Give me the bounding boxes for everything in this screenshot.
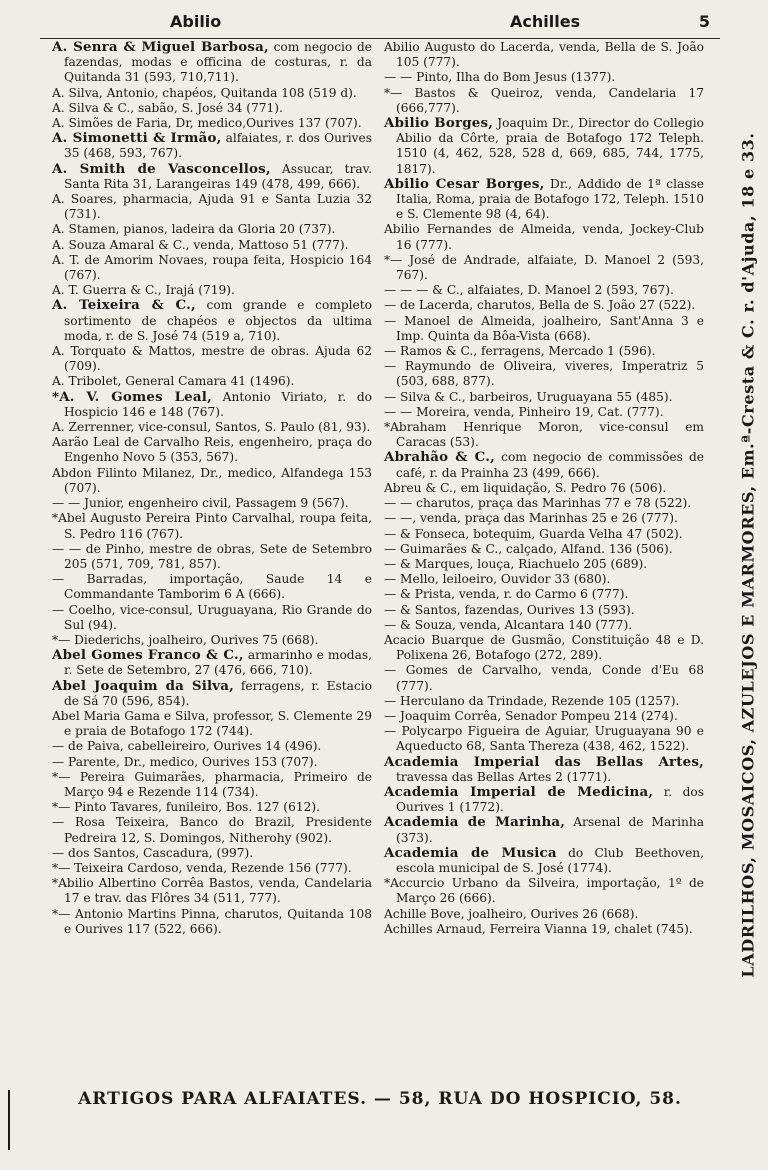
directory-entry [52, 162, 372, 192]
entry-text: A. Souza Amaral & C., venda, Mattoso 51 (777). [52, 237, 349, 252]
directory-entry [52, 907, 372, 937]
directory-entry [52, 344, 372, 374]
entry-text: — Raymundo de Oliveira, viveres, Imperatriz 5 (503, 688, 877). [384, 359, 704, 389]
directory-entry [384, 450, 704, 480]
entry-text: Achilles Arnaud, Ferreira Vianna 19, chalet (745). [384, 921, 693, 936]
directory-entry [384, 724, 704, 754]
entry-heading: A. Teixeira & C., [52, 297, 196, 314]
entry-text: — de Lacerda, charutos, Bella de S. João 27 (522). [384, 298, 696, 313]
directory-entry [384, 815, 704, 845]
entry-text: Abilio Augusto do Lacerda, venda, Bella de S. João 105 (777). [384, 40, 704, 70]
entry-heading: Abel Gomes Franco & C., [52, 647, 244, 664]
directory-entry [384, 253, 704, 283]
entry-heading: A. Simonetti & Irmão, [52, 130, 222, 147]
entry-text: A. Soares, pharmacia, Ajuda 91 e Santa Luzia 32 (731). [52, 192, 372, 222]
directory-entry [52, 861, 372, 876]
directory-entry [52, 648, 372, 678]
directory-entry [384, 496, 704, 511]
directory-entry [52, 815, 372, 845]
directory-entry [52, 86, 372, 101]
directory-entry [384, 481, 704, 496]
entry-text: Abel Maria Gama e Silva, professor, S. Clemente 29 e praia de Botafogo 172 (744). [52, 708, 373, 739]
entry-text: — & Santos, fazendas, Ourives 13 (593). [384, 602, 635, 617]
directory-entry [384, 755, 704, 785]
entry-heading: Abel Joaquim da Silva, [52, 677, 235, 694]
directory-entry [52, 222, 372, 237]
directory-entry [384, 557, 704, 572]
directory-entry [52, 192, 372, 222]
directory-entry [384, 846, 704, 876]
directory-entry [52, 739, 372, 754]
directory-entry [384, 177, 704, 223]
entry-text: — — Pinto, Ilha do Bom Jesus (1377). [384, 70, 616, 85]
page-number: 5 [698, 12, 710, 31]
directory-entry [52, 238, 372, 253]
directory-entry [52, 603, 372, 633]
directory-entry [52, 298, 372, 344]
entry-text: — Silva & C., barbeiros, Uruguayana 55 (485). [384, 389, 673, 404]
entry-text: *— Diederichs, joalheiro, Ourives 75 (668). [52, 632, 319, 647]
directory-entry [52, 511, 372, 541]
directory-entry [384, 222, 704, 252]
entry-text: com negocio de commissões de café, r. da Prainha 23 (499, 666). [396, 450, 704, 480]
entry-text: Arsenal de Marinha (373). [396, 815, 704, 845]
entry-text: travessa das Bellas Artes 2 (1771). [396, 769, 612, 784]
entry-heading: Abilio Borges, [384, 115, 494, 132]
entry-text: com negocio de fazendas, modas e officina de costuras, r. da Quitanda 31 (593, 710,711). [64, 40, 373, 85]
directory-entry [384, 314, 704, 344]
directory-entry [52, 283, 372, 298]
entry-heading: Abilio Cesar Borges, [384, 175, 545, 192]
entry-text: — — Junior, engenheiro civil, Passagem 9 (567). [52, 496, 349, 511]
directory-entry [52, 253, 372, 283]
entry-heading: Academia de Musica [384, 844, 557, 861]
entry-text: — Mello, leiloeiro, Ouvidor 33 (680). [384, 572, 611, 587]
directory-entry [384, 405, 704, 420]
directory-entry [384, 618, 704, 633]
entry-text: — — — & C., alfaiates, D. Manoel 2 (593, 767). [384, 283, 674, 298]
entry-text: Achille Bove, joalheiro, Ourives 26 (668). [384, 906, 639, 921]
entry-text: A. Silva & C., sabão, S. José 34 (771). [52, 100, 283, 115]
directory-entry [384, 390, 704, 405]
directory-entry [52, 116, 372, 131]
entry-text: Joaquim Dr., Director do Collegio Abilio da Côrte, praia de Botafogo 172 Teleph. 1510 (4, 462, 528, 528 d, 669, 685, 744, 1775, 1817). [396, 116, 704, 176]
right-column [384, 40, 704, 937]
directory-entry [384, 527, 704, 542]
directory-entry [384, 572, 704, 587]
directory-entry [52, 40, 372, 86]
directory-entry [52, 770, 372, 800]
entry-heading: Academia de Marinha, [384, 814, 566, 831]
directory-entry [384, 709, 704, 724]
directory-entry [52, 679, 372, 709]
side-advertisement [728, 40, 768, 1070]
directory-entry [52, 496, 372, 511]
entry-text: — Gomes de Carvalho, venda, Conde d'Eu 68 (777). [384, 663, 704, 693]
entry-heading: Academia Imperial das Bellas Artes, [384, 753, 704, 770]
directory-entry [52, 876, 372, 906]
entry-text: A. Zerrenner, vice-consul, Santos, S. Paulo (81, 93). [52, 420, 371, 435]
entry-text: — & Prista, venda, r. do Carmo 6 (777). [384, 587, 629, 602]
directory-entry [384, 603, 704, 618]
entry-text: A. T. de Amorim Novaes, roupa feita, Hospicio 164 (767). [52, 252, 372, 283]
entry-text: — Rosa Teixeira, Banco do Brazil, Presidente Pedreira 12, S. Domingos, Nitherohy (902). [52, 815, 372, 845]
directory-entry [384, 40, 704, 70]
entry-text: — & Fonseca, botequim, Guarda Velha 47 (502). [384, 526, 683, 541]
directory-entry [384, 359, 704, 389]
directory-entry [384, 663, 704, 693]
entry-heading: Academia Imperial de Medicina, [384, 783, 654, 800]
directory-entry [384, 344, 704, 359]
directory-entry [52, 435, 372, 465]
entry-text: — Ramos & C., ferragens, Mercado 1 (596). [384, 344, 656, 359]
directory-entry [52, 131, 372, 161]
directory-entry [52, 466, 372, 496]
entry-text: A. Stamen, pianos, ladeira da Gloria 20 (737). [52, 222, 336, 237]
entry-text: — Polycarpo Figueira de Aguiar, Uruguayana 90 e Aqueducto 68, Santa Thereza (438, 462, 1522). [384, 724, 704, 754]
entry-text: — Guimarães & C., calçado, Alfand. 136 (506). [384, 541, 673, 556]
entry-text: com grande e completo sortimento de chapéos e objectos da ultima moda, r. de S. José 74 (519 a, 710). [64, 298, 372, 343]
entry-text: — Joaquim Corrêa, Senador Pompeu 214 (274). [384, 708, 678, 723]
entry-text: A. Tribolet, General Camara 41 (1496). [52, 374, 295, 389]
entry-text: *Abilio Albertino Corrêa Bastos, venda, Candelaria 17 e trav. das Flôres 34 (511, 777). [52, 876, 372, 906]
entry-text: *— Pereira Guimarães, pharmacia, Primeiro de Março 94 e Rezende 114 (734). [52, 769, 372, 799]
directory-entry [384, 694, 704, 709]
entry-text: — & Souza, venda, Alcantara 140 (777). [384, 617, 633, 632]
entry-text: — Barradas, importação, Saude 14 e Commandante Tamborim 6 A (666). [52, 572, 372, 602]
entry-text: — Herculano da Trindade, Rezende 105 (1257). [384, 693, 680, 708]
directory-entry [384, 420, 704, 450]
directory-entry [384, 587, 704, 602]
entry-text: *Abraham Henrique Moron, vice-consul em Caracas (53). [384, 420, 704, 450]
entry-text: — — charutos, praça das Marinhas 77 e 78 (522). [384, 496, 692, 511]
running-header [40, 8, 720, 39]
entry-text: ferragens, r. Estacio de Sá 70 (596, 854). [64, 678, 372, 708]
directory-entry [52, 846, 372, 861]
directory-entry [384, 922, 704, 937]
entry-text: Abdon Filinto Milanez, Dr., medico, Alfandega 153 (707). [52, 465, 372, 495]
entry-text: Aarão Leal de Carvalho Reis, engenheiro, praça do Engenho Novo 5 (353, 567). [52, 435, 372, 465]
directory-entry [384, 70, 704, 85]
entry-text: *— José de Andrade, alfaiate, D. Manoel 2 (593, 767). [384, 252, 704, 283]
entry-text: *— Bastos & Queiroz, venda, Candelaria 17 (666,777). [384, 85, 704, 115]
margin-mark [8, 1090, 10, 1150]
entry-text: Abilio Fernandes de Almeida, venda, Jockey-Club 16 (777). [384, 222, 704, 252]
directory-entry [384, 542, 704, 557]
entry-text: A. T. Guerra & C., Irajá (719). [52, 283, 235, 298]
side-advertisement-text: LADRILHOS, MOSAICOS, AZULEJOS E MARMORES, Em.ª-Cresta & C. r. d'Ajuda, 18 e 33. [738, 132, 758, 978]
directory-entry [52, 542, 372, 572]
directory-entry [384, 116, 704, 177]
entry-text: Antonio Viriato, r. do Hospicio 146 e 148 (767). [64, 389, 372, 419]
directory-entry [52, 420, 372, 435]
directory-entry [384, 283, 704, 298]
directory-entry [52, 800, 372, 815]
entry-text: Abreu & C., em liquidação, S. Pedro 76 (506). [384, 480, 667, 495]
entry-text: *— Pinto Tavares, funileiro, Bos. 127 (612). [52, 800, 320, 815]
entry-text: *Abel Augusto Pereira Pinto Carvalhal, roupa feita, S. Pedro 116 (767). [52, 511, 372, 541]
entry-text: A. Torquato & Mattos, mestre de obras. Ajuda 62 (709). [52, 344, 372, 374]
entry-text: A. Silva, Antonio, chapéos, Quitanda 108 (519 d). [52, 85, 357, 100]
entry-heading: A. Senra & Miguel Barbosa, [52, 39, 269, 55]
entry-text: — & Marques, louça, Riachuelo 205 (689). [384, 556, 648, 571]
entry-text: Dr., Addido de 1ª classe Italia, Roma, praia de Botafogo 172, Teleph. 1510 e S. Clemente 98 (4, 64). [396, 176, 704, 222]
entry-text: Assucar, trav. Santa Rita 31, Larangeiras 149 (478, 499, 666). [64, 161, 372, 191]
entry-text: do Club Beethoven, escola municipal de S. José (1774). [396, 845, 705, 875]
entry-text: *— Teixeira Cardoso, venda, Rezende 156 (777). [52, 860, 352, 875]
header-right-word: Achilles [510, 12, 581, 31]
directory-entry [52, 101, 372, 116]
entry-text: — Parente, Dr., medico, Ourives 153 (707). [52, 754, 318, 769]
entry-heading: A. Smith de Vasconcellos, [52, 160, 271, 177]
entry-text: alfaiates, r. dos Ourives 35 (468, 593, 767). [64, 131, 372, 161]
entry-text: A. Simões de Faria, Dr, medico,Ourives 137 (707). [52, 116, 362, 131]
directory-entry [52, 755, 372, 770]
entry-text: *Accurcio Urbano da Silveira, importação, 1º de Março 26 (666). [384, 876, 704, 906]
directory-entry [384, 785, 704, 815]
entry-text: — Manoel de Almeida, joalheiro, Sant'Anna 3 e Imp. Quinta da Bôa-Vista (668). [384, 313, 704, 343]
entry-heading: Abrahão & C., [384, 449, 496, 466]
entry-text: — dos Santos, Cascadura, (997). [52, 845, 254, 860]
header-left-word: Abilio [170, 12, 222, 31]
entry-text: — de Paiva, cabelleireiro, Ourives 14 (496). [52, 739, 322, 754]
directory-entry [384, 86, 704, 116]
directory-entry [52, 572, 372, 602]
footer-advertisement: ARTIGOS PARA ALFAIATES. — 58, RUA DO HOSPICIO, 58. [78, 1089, 682, 1109]
directory-entry [52, 709, 372, 739]
directory-entry [52, 390, 372, 420]
directory-entry [384, 876, 704, 906]
directory-entry [52, 374, 372, 389]
entry-text: — — de Pinho, mestre de obras, Sete de Setembro 205 (571, 709, 781, 857). [52, 541, 372, 571]
directory-entry [384, 907, 704, 922]
entry-text: — —, venda, praça das Marinhas 25 e 26 (777). [384, 511, 678, 526]
entry-text: — — Moreira, venda, Pinheiro 19, Cat. (777). [384, 404, 664, 419]
entry-text: armarinho e modas, r. Sete de Setembro, 27 (476, 666, 710). [64, 648, 372, 678]
directory-entry [384, 633, 704, 663]
entry-text: Acacio Buarque de Gusmão, Constituição 48 e D. Polixena 26, Botafogo (272, 289). [384, 632, 704, 663]
directory-entry [52, 633, 372, 648]
entry-text: r. dos Ourives 1 (1772). [396, 784, 704, 815]
directory-entry [384, 511, 704, 526]
entry-heading: *A. V. Gomes Leal, [52, 388, 212, 405]
directory-entry [384, 298, 704, 313]
entry-text: — Coelho, vice-consul, Uruguayana, Rio Grande do Sul (94). [52, 602, 372, 632]
entry-text: *— Antonio Martins Pinna, charutos, Quitanda 108 e Ourives 117 (522, 666). [52, 906, 372, 936]
left-column [52, 40, 372, 937]
